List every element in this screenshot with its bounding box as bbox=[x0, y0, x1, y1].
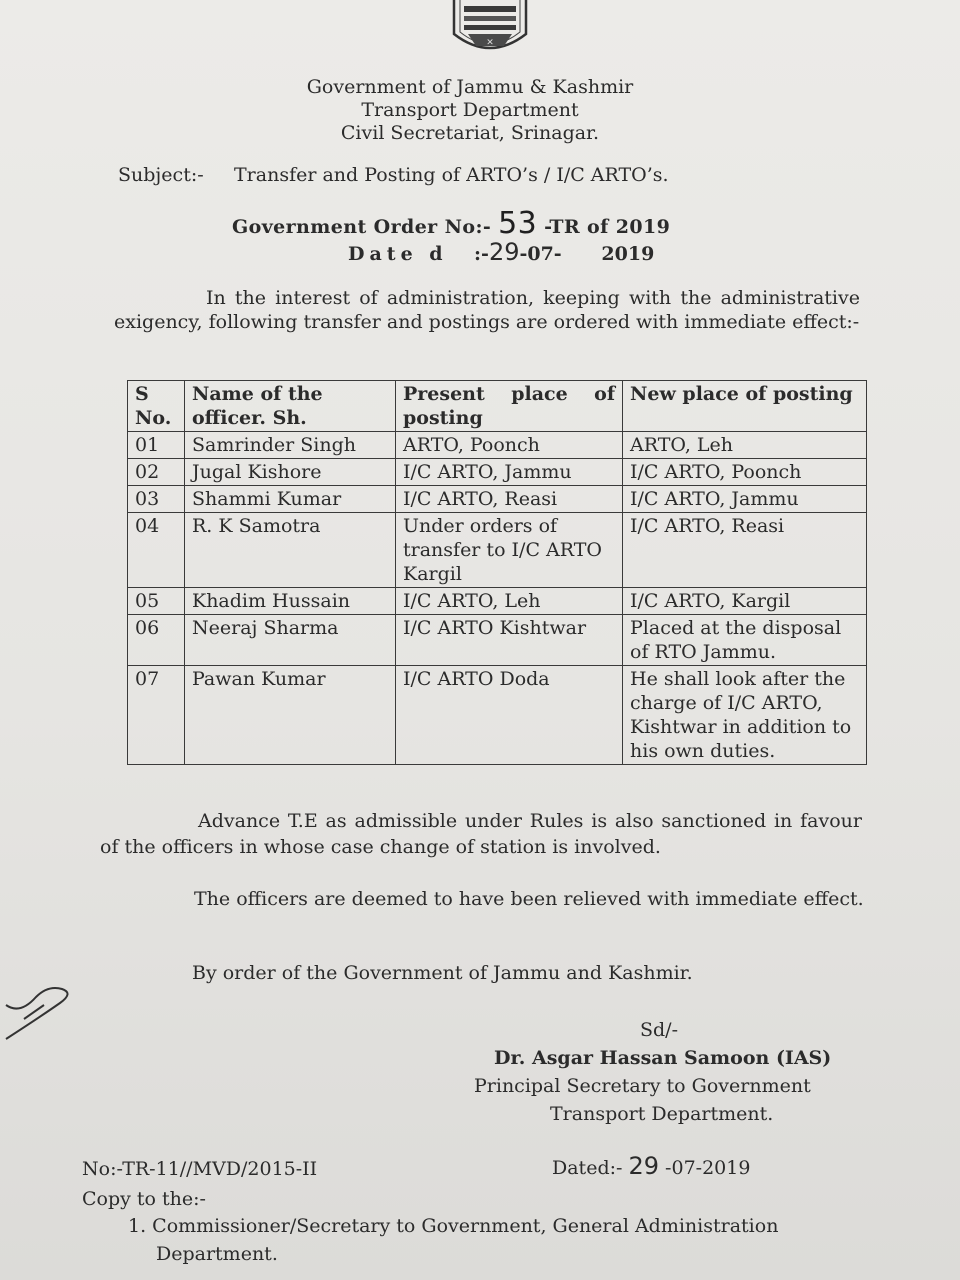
header-name: Name of the officer. Sh. bbox=[185, 381, 396, 432]
cell-sno: 06 bbox=[128, 615, 185, 666]
signature-block bbox=[474, 1016, 854, 1128]
reference-number: No:-TR-11//MVD/2015-II bbox=[82, 1158, 318, 1180]
table-row bbox=[128, 486, 867, 513]
order-date bbox=[348, 238, 654, 266]
subject-text: Transfer and Posting of ARTO’s / I/C ARTO’s. bbox=[234, 164, 669, 186]
table-row bbox=[128, 588, 867, 615]
table-row bbox=[128, 513, 867, 588]
signatory-name: Dr. Asgar Hassan Samoon (IAS) bbox=[494, 1047, 832, 1069]
copy-item-1-continued: Department. bbox=[156, 1243, 278, 1265]
header-new-posting: New place of posting bbox=[623, 381, 867, 432]
government-order-number bbox=[232, 206, 670, 241]
handwritten-initial-icon bbox=[0, 975, 82, 1055]
copy-item-1: 1. Commissioner/Secretary to Government, General Administration bbox=[128, 1215, 779, 1237]
cell-new: I/C ARTO, Poonch bbox=[623, 459, 867, 486]
cell-sno: 01 bbox=[128, 432, 185, 459]
cell-sno: 05 bbox=[128, 588, 185, 615]
cell-present: I/C ARTO Doda bbox=[396, 666, 623, 765]
cell-sno: 02 bbox=[128, 459, 185, 486]
copy-list bbox=[128, 1212, 908, 1268]
signature-sd: Sd/- bbox=[640, 1019, 678, 1041]
intro-paragraph: In the interest of administration, keeping with the administrative exigency, following transfer and postings are ordered with immediate effect:- bbox=[114, 287, 860, 333]
cell-sno: 04 bbox=[128, 513, 185, 588]
cell-new: I/C ARTO, Jammu bbox=[623, 486, 867, 513]
cell-sno: 03 bbox=[128, 486, 185, 513]
order-date-month: -07- bbox=[519, 243, 562, 265]
header-present-posting: Present place of posting bbox=[396, 381, 623, 432]
subject-label: Subject:- bbox=[118, 164, 204, 186]
subject-line bbox=[118, 164, 669, 186]
cell-present: ARTO, Poonch bbox=[396, 432, 623, 459]
letterhead-address: Civil Secretariat, Srinagar. bbox=[340, 122, 600, 144]
svg-text:✕: ✕ bbox=[486, 38, 494, 48]
signatory-designation: Principal Secretary to Government bbox=[474, 1075, 811, 1097]
letterhead-department: Transport Department bbox=[361, 99, 579, 121]
reference-date-rest: -07-2019 bbox=[659, 1157, 751, 1179]
letterhead bbox=[0, 76, 960, 145]
cell-new: Placed at the disposal of RTO Jammu. bbox=[623, 615, 867, 666]
copy-to-label: Copy to the:- bbox=[82, 1188, 206, 1210]
advance-te-paragraph: Advance T.E as admissible under Rules is also sanctioned in favour of the officers in whose case change of station is involved. bbox=[100, 810, 862, 858]
table-row bbox=[128, 666, 867, 765]
reference-date bbox=[552, 1152, 750, 1180]
order-label: Government Order No:- bbox=[232, 216, 492, 238]
header-sno: S No. bbox=[128, 381, 185, 432]
letterhead-government: Government of Jammu & Kashmir bbox=[306, 76, 634, 98]
transfer-table bbox=[127, 380, 867, 765]
reference-date-handwritten: 29 bbox=[628, 1152, 660, 1180]
order-date-label: Date d bbox=[348, 243, 448, 265]
signatory-department: Transport Department. bbox=[550, 1103, 774, 1125]
relieved-paragraph: The officers are deemed to have been relieved with immediate effect. bbox=[194, 888, 864, 910]
order-date-handwritten: 29 bbox=[488, 238, 520, 266]
cell-present: I/C ARTO Kishtwar bbox=[396, 615, 623, 666]
cell-name: Samrinder Singh bbox=[185, 432, 396, 459]
cell-new: ARTO, Leh bbox=[623, 432, 867, 459]
cell-name: R. K Samotra bbox=[185, 513, 396, 588]
cell-name: Jugal Kishore bbox=[185, 459, 396, 486]
cell-sno: 07 bbox=[128, 666, 185, 765]
reference-date-label: Dated:- bbox=[552, 1157, 629, 1179]
by-order-line: By order of the Government of Jammu and Kashmir. bbox=[192, 962, 693, 984]
table-header-row bbox=[128, 381, 867, 432]
cell-name: Khadim Hussain bbox=[185, 588, 396, 615]
cell-present: Under orders of transfer to I/C ARTO Kargil bbox=[396, 513, 623, 588]
cell-present: I/C ARTO, Reasi bbox=[396, 486, 623, 513]
order-number-handwritten: 53 bbox=[498, 206, 538, 241]
order-date-prefix: :- bbox=[474, 243, 489, 265]
cell-name: Neeraj Sharma bbox=[185, 615, 396, 666]
order-suffix: -TR of 2019 bbox=[544, 216, 671, 238]
cell-new: I/C ARTO, Reasi bbox=[623, 513, 867, 588]
table-row bbox=[128, 432, 867, 459]
state-emblem-icon bbox=[444, 0, 536, 62]
cell-new: He shall look after the charge of I/C ARTO, Kishtwar in addition to his own duties. bbox=[623, 666, 867, 765]
cell-name: Pawan Kumar bbox=[185, 666, 396, 765]
table-row bbox=[128, 615, 867, 666]
order-date-year: 2019 bbox=[601, 243, 655, 265]
cell-present: I/C ARTO, Jammu bbox=[396, 459, 623, 486]
cell-new: I/C ARTO, Kargil bbox=[623, 588, 867, 615]
cell-present: I/C ARTO, Leh bbox=[396, 588, 623, 615]
cell-name: Shammi Kumar bbox=[185, 486, 396, 513]
table-row bbox=[128, 459, 867, 486]
